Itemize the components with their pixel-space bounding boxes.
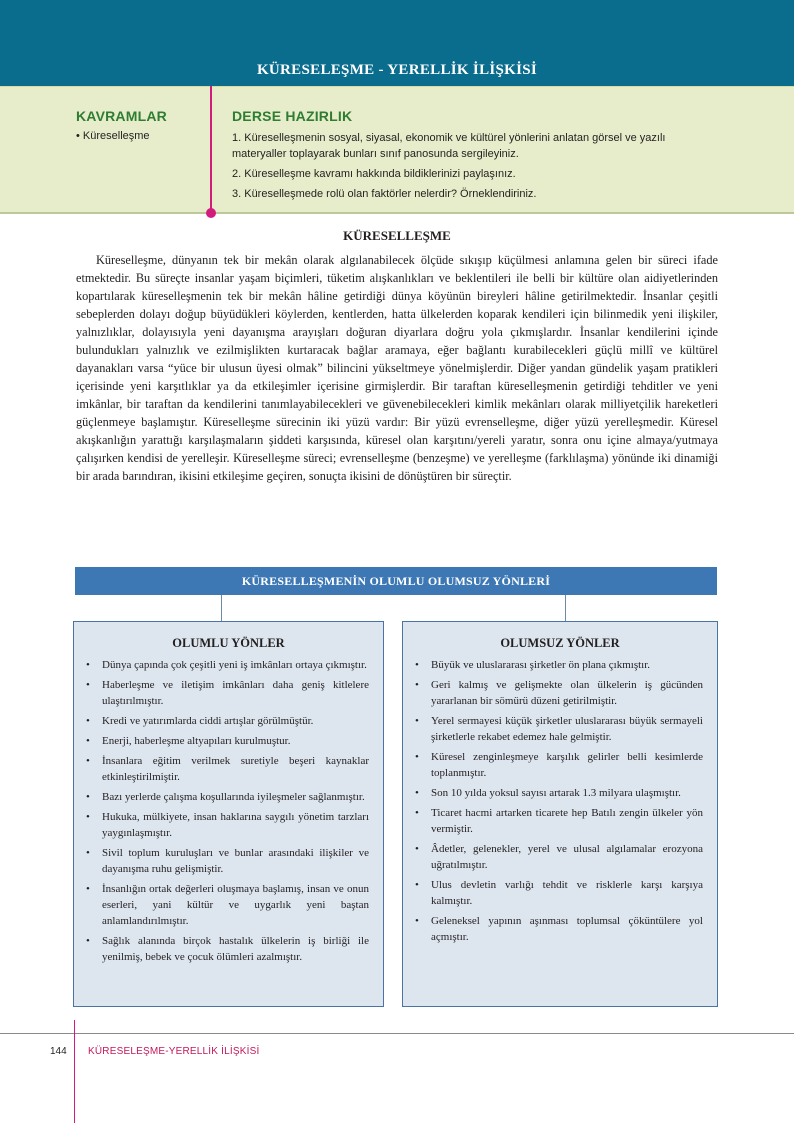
negative-list [403,657,717,945]
page-title: KÜRESELEŞME - YERELLİK İLİŞKİSİ [256,62,538,78]
list-item: • Geri kalmış ve gelişmekte olan ülkelerin iş gücünden yararlanan bir sömürü düzeni getirilmiştir. [415,677,703,709]
list-item: • Sağlık alanında birçok hastalık ülkelerin iş birliği ile yenilmiş, bebek ve çocuk ölümleri azalmıştır. [86,933,369,965]
footer-title: KÜRESELEŞME-YERELLİK İLİŞKİSİ [88,1046,260,1057]
positive-box [73,621,384,1007]
list-item: • İnsanlığın ortak değerleri oluşmaya başlamış, insan ve onun eserleri, yani kültür ve uygarlık yeni baştan anlamlandırılmıştır. [86,881,369,929]
divider-dot [206,208,216,218]
connector-right [565,595,566,621]
list-item: • Ticaret hacmi artarken ticarete hep Batılı zengin ülkeler yön vermiştir. [415,805,703,837]
band-divider [210,86,212,214]
list-item: • Dünya çapında çok çeşitli yeni iş imkânları ortaya çıkmıştır. [86,657,369,673]
list-item: • Hukuka, mülkiyete, insan haklarına saygılı yönetim tarzları yaygınlaşmıştır. [86,809,369,841]
derse-hazirlik-item: 1. Küreselleşmenin sosyal, siyasal, ekonomik ve kültürel yönlerini anlatan görsel ve yazılı materyaller toplayarak bunları sınıf panosunda sergileyiniz. [232,132,666,160]
list-item: • İnsanlara eğitim verilmek suretiyle beşeri kaynaklar etkinleştirilmiştir. [86,753,369,785]
footer-rule [0,1033,794,1034]
list-item: • Son 10 yılda yoksul sayısı artarak 1.3 milyara ulaşmıştır. [415,785,703,801]
footer-accent-line [74,1020,75,1123]
positive-title: OLUMLU YÖNLER [172,636,285,650]
connector-left [221,595,222,621]
list-item: • Enerji, haberleşme altyapıları kurulmuştur. [86,733,369,749]
list-item: • Haberleşme ve iletişim imkânları daha geniş kitlelere ulaştırılmıştır. [86,677,369,709]
band-rule [0,212,794,214]
list-item: • Küresel zenginleşmeye karşılık gelirler belli kesimlerde toplanmıştır. [415,749,703,781]
list-item: • Kredi ve yatırımlarda ciddi artışlar görülmüştür. [86,713,369,729]
list-item: • Yerel sermayesi küçük şirketler uluslararası büyük sermayeli şirketlerle rekabet edemez hale gelmiştir. [415,713,703,745]
kavramlar-item: • Küreselleşme [76,130,150,142]
list-item: • Büyük ve uluslararası şirketler ön plana çıkmıştır. [415,657,703,673]
list-item: • Sivil toplum kuruluşları ve bunlar arasındaki ilişkiler ve dayanışma ruhu gelişmiştir. [86,845,369,877]
positive-list [74,657,383,965]
list-item: • Geleneksel yapının aşınması toplumsal çöküntülere yol açmıştır. [415,913,703,945]
kavramlar-heading: KAVRAMLAR [76,108,167,124]
body-paragraph: Küreselleşme, dünyanın tek bir mekân olarak algılanabilecek ölçüde sıkışıp küçülmesi anlamına gelen bir süreci ifade etmektedir. Bu süreçte insanlar yaşam biçimleri, tüketim alışkanlıkları ve beklentileri ile belli bir kültüre olan aidiyetlerinden kopartılarak küreselleşmenin tek bir mekân hâline getirdiği dünya köyünün bireyleri hâline getirilmektedir. İnsanlar çeşitli sebeplerden dolayı doğup büyüdükleri köylerden, kentlerden, hatta ülkelerden koparak kendileri için bilinmedik yeni ilişkiler, yalnızlıklar, dolayısıyla yeni dayanışma arayışları doğuran diyarlara doğru yola çıkmışlardır. İnsanlar kendilerini içinde bulundukları yalnızlık ve ezilmişlikten kurtaracak bağlar aramaya, eğer bağlantı kurabilecekleri güçlü millî ve kültürel dayanakları varsa “yüce bir ulusun üyesi olmak” bilincini yükseltmeye yönelmişlerdir. Diğer yandan gündelik yaşam pratikleri içerisinde yeni karşıtlıklar ya da etkileşimler içerisine girmişlerdir. Bir taraftan küreselleşmenin getirdiği tehditler ve yeni imkânlar, bir taraftan da kendilerini tanımlayabilecekleri ve güvenebilecekleri kimlik mekânları olarak milliyetçilik hareketleri güçlenmeye başlamıştır. Küreselleşme sürecinin iki yüzü vardır: Bir yüzü evrenselleşme, diğer yüzü yerelleşmedir. Küresel akışkanlığın yarattığı karşılaşmaların şiddeti karşısında, küresel olan karşıtını/yereli yaratır, sonra onu içine almaya/yutmaya çalışırken kendisi de yerelleşir. Küreselleşme süreci; evrenselleşme (benzeşme) ve yerelleşme (farklılaşma) yönünde iki dinamiği bir arada barındıran, ikisini etkileşime geçiren, sonuçta ikisini de dönüştüren bir süreçtir. [76,253,718,483]
list-item: • Ulus devletin varlığı tehdit ve risklerle karşı karşıya kalmıştır. [415,877,703,909]
derse-hazirlik-list [232,130,722,206]
negative-box [402,621,718,1007]
page-number: 144 [50,1046,67,1057]
list-item: • Âdetler, gelenekler, yerel ve ulusal algılamalar erozyona uğratılmıştır. [415,841,703,873]
list-item: • Bazı yerlerde çalışma koşullarında iyileşmeler sağlanmıştır. [86,789,369,805]
derse-hazirlik-item: 2. Küreselleşme kavramı hakkında bildiklerinizi paylaşınız. [232,168,516,180]
derse-hazirlik-heading: DERSE HAZIRLIK [232,108,353,124]
derse-hazirlik-item: 3. Küreselleşmede rolü olan faktörler nelerdir? Örneklendiriniz. [232,188,537,200]
section-title: KÜRESELLEŞME [343,228,451,243]
negative-title: OLUMSUZ YÖNLER [500,636,620,650]
diagram-title: KÜRESELLEŞMENİN OLUMLU OLUMSUZ YÖNLERİ [75,567,717,595]
